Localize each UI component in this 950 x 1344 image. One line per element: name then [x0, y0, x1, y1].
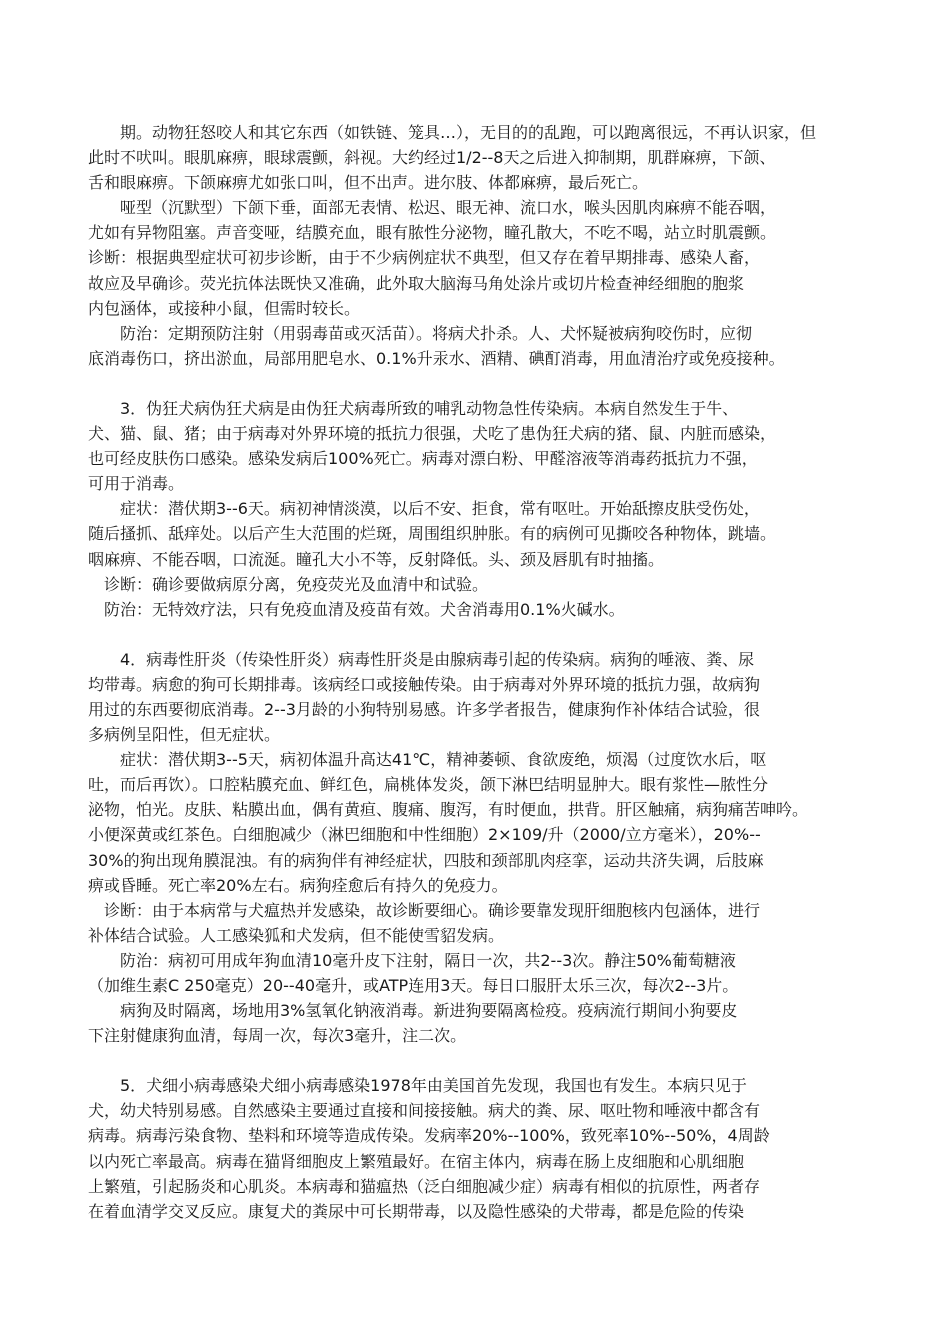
text-line: 症状：潜伏期3--6天。病初神情淡漠，以后不安、拒食，常有呕吐。开始舐擦皮肤受伤处，	[120, 499, 760, 519]
text-line: 3．伪狂犬病伪狂犬病是由伪狂犬病毒所致的哺乳动物急性传染病。本病自然发生于牛、	[120, 398, 739, 418]
text-line: 随后搔抓、舐痒处。以后产生大范围的烂斑，周围组织肿胀。有的病例可见撕咬各种物体，跳墙。	[88, 524, 777, 544]
text-line: 防治：无特效疗法，只有免疫血清及疫苗有效。犬舍消毒用0.1%火碱水。	[104, 599, 625, 619]
paragraph	[88, 998, 866, 1048]
text-line: 诊断：由于本病常与犬瘟热并发感染，故诊断要细心。确诊要靠发现肝细胞核内包涵体，进行	[104, 900, 761, 920]
text-line: 均带毒。病愈的狗可长期排毒。该病经口或接触传染。由于病毒对外界环境的抵抗力强，故病狗	[88, 674, 761, 694]
text-line: 痹或昏睡。死亡率20%左右。病狗痊愈后有持久的免疫力。	[88, 875, 508, 895]
text-line: 下注射健康狗血清，每周一次，每次3毫升，注二次。	[88, 1026, 467, 1046]
paragraph	[88, 898, 866, 948]
text-line: 也可经皮肤伤口感染。感染发病后100%死亡。病毒对漂白粉、甲醛溶液等消毒药抵抗力不强，	[88, 449, 758, 469]
paragraph	[88, 396, 866, 496]
text-line: 底消毒伤口，挤出淤血，局部用肥皂水、0.1%升汞水、酒精、碘酊消毒，用血清治疗或免疫接种。	[88, 348, 785, 368]
paragraph	[88, 1073, 866, 1224]
text-line: 哑型（沉默型）下颌下垂，面部无表情、松迟、眼无神、流口水，喉头因肌肉麻痹不能吞咽，	[120, 198, 777, 218]
text-line: 内包涵体，或接种小鼠，但需时较长。	[88, 298, 361, 318]
paragraph	[88, 321, 866, 371]
paragraph	[88, 597, 866, 622]
paragraph	[88, 948, 866, 998]
text-line: 在着血清学交叉反应。康复犬的粪尿中可长期带毒，以及隐性感染的犬带毒，都是危险的传染	[88, 1201, 745, 1221]
paragraph	[88, 572, 866, 597]
paragraph	[88, 647, 866, 747]
text-line: 犬、猫、鼠、猪；由于病毒对外界环境的抵抗力很强，犬吃了患伪狂犬病的猪、鼠、内脏而感染，	[88, 424, 777, 444]
text-line: 用过的东西要彻底消毒。2--3月龄的小狗特别易感。许多学者报告，健康狗作补体结合试验，很	[88, 699, 760, 719]
section-spacer	[88, 622, 866, 647]
text-line: 5．犬细小病毒感染犬细小病毒感染1978年由美国首先发现，我国也有发生。本病只见于	[120, 1076, 747, 1096]
text-line: 多病例呈阳性，但无症状。	[88, 725, 281, 745]
text-line: 期。动物狂怒咬人和其它东西（如铁链、笼具…），无目的的乱跑，可以跑离很远，不再认识家，但	[120, 123, 817, 142]
paragraph	[88, 195, 866, 320]
text-line: 此时不吠叫。眼肌麻痹，眼球震颤，斜视。大约经过1/2--8天之后进入抑制期，肌群麻痹，下颌、	[88, 148, 776, 168]
text-line: 诊断：确诊要做病原分离，免疫荧光及血清中和试验。	[104, 574, 489, 594]
document-page	[88, 120, 866, 1224]
text-line: 4．病毒性肝炎（传染性肝炎）病毒性肝炎是由腺病毒引起的传染病。病狗的唾液、粪、尿	[120, 649, 755, 669]
text-line: 以内死亡率最高。病毒在猫肾细胞皮上繁殖最好。在宿主体内，病毒在肠上皮细胞和心肌细胞	[88, 1151, 745, 1171]
text-line: 犬，幼犬特别易感。自然感染主要通过直接和间接接触。病犬的粪、尿、呕吐物和唾液中都含有	[88, 1101, 761, 1121]
text-line: 防治：病初可用成年狗血清10毫升皮下注射，隔日一次，共2--3次。静注50%葡萄糖液	[120, 950, 736, 970]
paragraph	[88, 120, 866, 195]
text-line: 吐，而后再饮）。口腔粘膜充血、鲜红色，扁桃体发炎，颌下淋巴结明显肿大。眼有浆性—脓性分	[88, 775, 769, 795]
text-line: 30%的狗出现角膜混浊。有的病狗伴有神经症状，四肢和颈部肌肉痉挛，运动共济失调，后肢麻	[88, 850, 764, 870]
text-line: 症状：潜伏期3--5天，病初体温升高达41℃，精神萎顿、食欲废绝，烦渴（过度饮水后，呕	[120, 750, 767, 770]
section-spacer	[88, 1048, 866, 1073]
text-line: 上繁殖，引起肠炎和心肌炎。本病毒和猫瘟热（泛白细胞减少症）病毒有相似的抗原性，两者存	[88, 1176, 761, 1196]
text-line: （加维生素C 250毫克）20--40毫升，或ATP连用3天。每日口服肝太乐三次，每次2--3片。	[88, 976, 739, 995]
text-line: 小便深黄或红茶色。白细胞减少（淋巴细胞和中性细胞）2×109/升（2000/立方毫米），20%--	[88, 825, 761, 845]
text-line: 病狗及时隔离，场地用3%氢氧化钠液消毒。新进狗要隔离检疫。疫病流行期间小狗要皮	[120, 1001, 738, 1021]
text-line: 故应及早确诊。荧光抗体法既快又准确，此外取大脑海马角处涂片或切片检查神经细胞的胞浆	[88, 273, 745, 293]
text-line: 可用于消毒。	[88, 474, 185, 494]
paragraph	[88, 747, 866, 898]
text-line: 病毒。病毒污染食物、垫料和环境等造成传染。发病率20%--100%，致死率10%--50%，4周龄	[88, 1126, 770, 1146]
text-line: 诊断：根据典型症状可初步诊断，由于不少病例症状不典型，但又存在着早期排毒、感染人畜，	[88, 248, 761, 268]
paragraph	[88, 496, 866, 571]
text-line: 防治：定期预防注射（用弱毒苗或灭活苗）。将病犬扑杀。人、犬怀疑被病狗咬伤时，应彻	[120, 323, 753, 343]
text-line: 咽麻痹、不能吞咽，口流涎。瞳孔大小不等，反射降低。头、颈及唇肌有时抽搐。	[88, 549, 665, 569]
section-spacer	[88, 371, 866, 396]
text-line: 舌和眼麻痹。下颌麻痹尤如张口叫，但不出声。进尔肢、体都麻痹，最后死亡。	[88, 173, 649, 193]
text-line: 尤如有异物阻塞。声音变哑，结膜充血，眼有脓性分泌物，瞳孔散大，不吃不喝，站立时肌震颤。	[88, 223, 777, 243]
text-line: 泌物，怕光。皮肤、粘膜出血，偶有黄疸、腹痛、腹泻，有时便血，拱背。肝区触痛，病狗痛苦呻吟。	[88, 800, 809, 820]
text-line: 补体结合试验。人工感染狐和犬发病，但不能使雪貂发病。	[88, 925, 505, 945]
